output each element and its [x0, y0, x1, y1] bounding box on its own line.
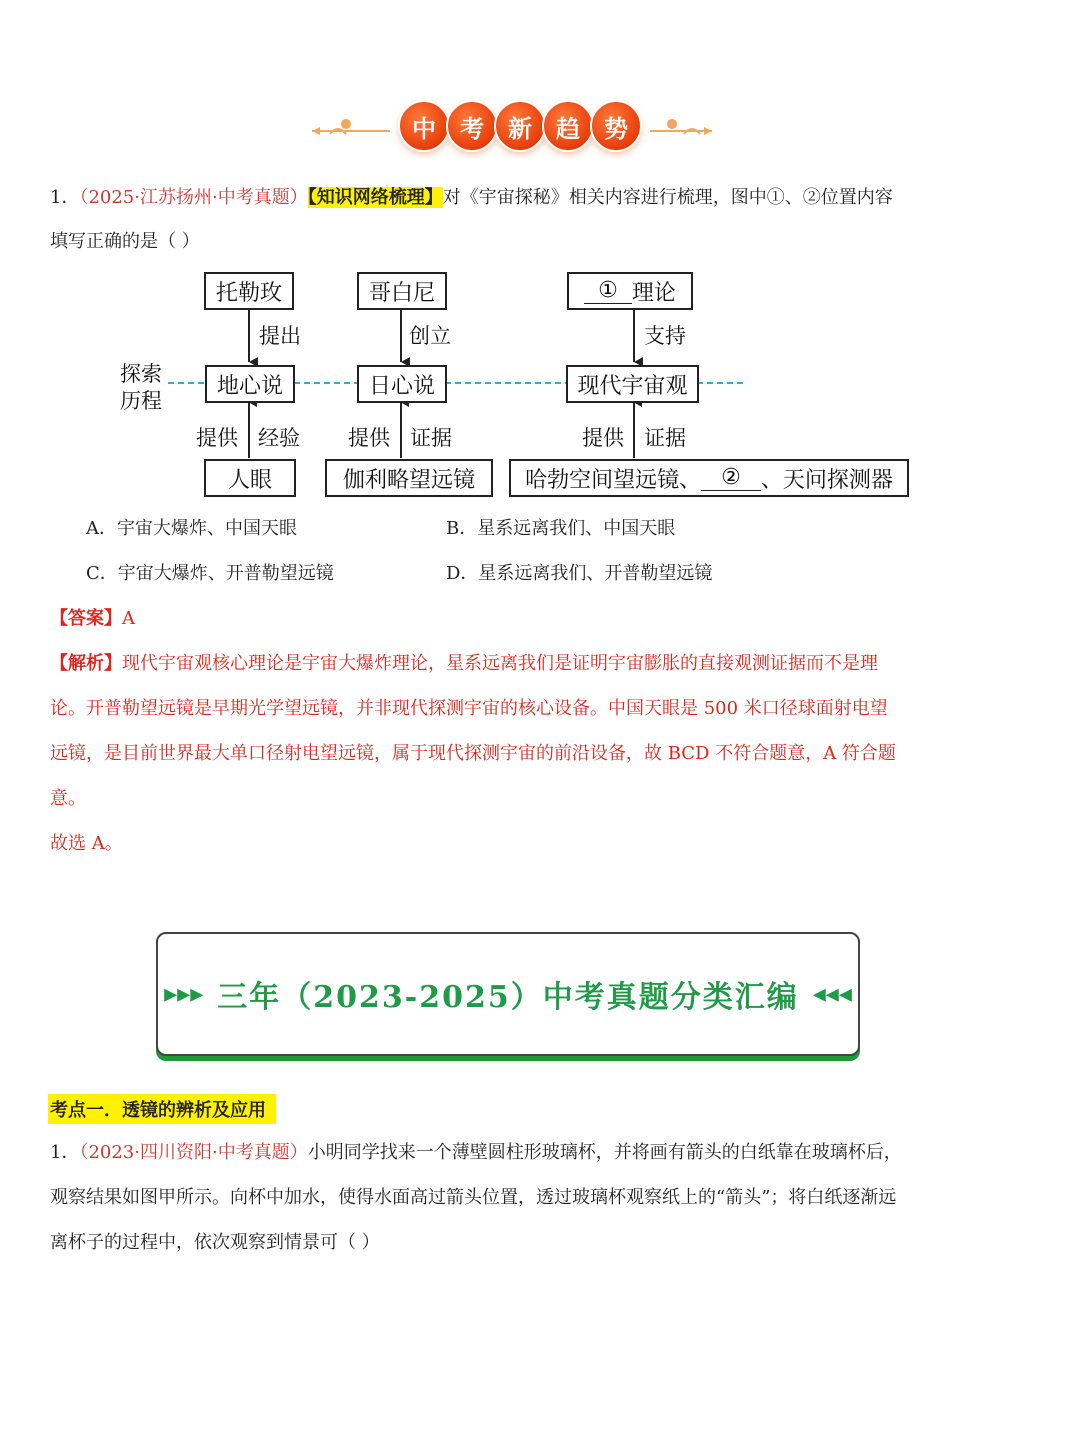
side-label: 探索 [120, 362, 162, 386]
box-galileo-telescope: 伽利略望远镜 [325, 459, 493, 497]
box-telescopes [509, 459, 909, 497]
banner-char: 新 [494, 100, 546, 152]
option-a: A．宇宙大爆炸、中国天眼 [86, 518, 297, 539]
answer-label: 【答案】 [50, 608, 122, 629]
option-b: B．星系远离我们、中国天眼 [446, 518, 676, 539]
box-ptolemy: 托勒玫 [204, 272, 294, 310]
conclusion: 故选 A。 [50, 833, 123, 854]
question-source: （2023·四川资阳·中考真题） [79, 1142, 308, 1163]
blank-2: ② [701, 465, 761, 491]
banner-char: 势 [590, 100, 642, 152]
tianwen-label: 、天问探测器 [760, 467, 893, 493]
question-1-stem-line2: 填写正确的是（ ） [50, 231, 200, 252]
analysis-line-2: 论。开普勒望远镜是早期光学望远镜，并非现代探测宇宙的核心设备。中国天眼是 500 米口径球面射电望 [50, 698, 888, 719]
arrow-label: 证据 [410, 426, 452, 450]
answer-value: A [122, 608, 135, 629]
knowledge-diagram [0, 260, 1080, 500]
arrow-label: 提供 [196, 426, 238, 450]
box-blank-theory [567, 272, 693, 310]
question-tag: 【知识网络梳理】 [307, 187, 443, 208]
question-source: （2025·江苏扬州·中考真题） [79, 187, 308, 208]
arrow-label: 提供 [348, 426, 390, 450]
section-title: 三年（2023-2025）中考真题分类汇编 [217, 980, 799, 1015]
question-number: 1． [50, 187, 80, 208]
arrows-left-icon: ◂◂◂ [812, 979, 852, 1009]
banner-title [398, 100, 638, 152]
blank-1: ① [584, 278, 632, 304]
hubble-label: 哈勃空间望远镜、 [525, 467, 702, 493]
analysis-line-1 [50, 649, 878, 675]
question-2-line2: 观察结果如图甲所示。向杯中加水，使得水面高过箭头位置，透过玻璃杯观察纸上的“箭头”；将白纸逐渐远 [50, 1187, 897, 1208]
banner-char: 考 [446, 100, 498, 152]
side-label: 历程 [120, 389, 162, 413]
box-heliocentric: 日心说 [357, 365, 447, 403]
analysis-label: 【解析】 [50, 653, 122, 674]
box-geocentric: 地心说 [205, 365, 295, 403]
question-text: 对《宇宙探秘》相关内容进行梳理，图中①、②位置内容 [442, 187, 893, 208]
section-header [156, 932, 860, 1056]
analysis-line-4: 意。 [50, 788, 86, 809]
banner-char: 趋 [542, 100, 594, 152]
arrow-label: 支持 [644, 324, 686, 348]
option-d: D．星系远离我们、开普勒望远镜 [446, 563, 713, 584]
analysis-text: 现代宇宙观核心理论是宇宙大爆炸理论，星系远离我们是证明宇宙膨胀的直接观测证据而不是理 [122, 653, 878, 674]
question-2-line3: 离杯子的过程中，依次观察到情景可（ ） [50, 1232, 380, 1253]
question-text: 小明同学找来一个薄壁圆柱形玻璃杯，并将画有箭头的白纸靠在玻璃杯后， [307, 1142, 902, 1163]
box-modern-cosmology: 现代宇宙观 [566, 365, 699, 403]
question-2-line1 [50, 1141, 902, 1165]
analysis-line-3: 远镜，是目前世界最大单口径射电望远镜，属于现代探测宇宙的前沿设备，故 BCD 不符合题意，A 符合题 [50, 743, 896, 764]
box-human-eye: 人眼 [204, 459, 296, 497]
arrow-label: 提供 [582, 426, 624, 450]
box-copernicus: 哥白尼 [357, 272, 447, 310]
banner-char: 中 [398, 100, 450, 152]
option-c: C．宇宙大爆炸、开普勒望远镜 [86, 563, 334, 584]
answer-line [50, 604, 135, 630]
arrow-label: 证据 [644, 426, 686, 450]
arrows-right-icon: ▸▸▸ [164, 979, 204, 1009]
question-1-stem [50, 186, 893, 210]
arrow-label: 经验 [258, 426, 300, 450]
question-number: 1． [50, 1142, 80, 1163]
knowledge-point-heading: 考点一．透镜的辨析及应用 [48, 1094, 276, 1124]
arrow-label: 创立 [409, 324, 451, 348]
theory-label: 理论 [631, 280, 676, 306]
arrow-label: 提出 [259, 324, 301, 348]
